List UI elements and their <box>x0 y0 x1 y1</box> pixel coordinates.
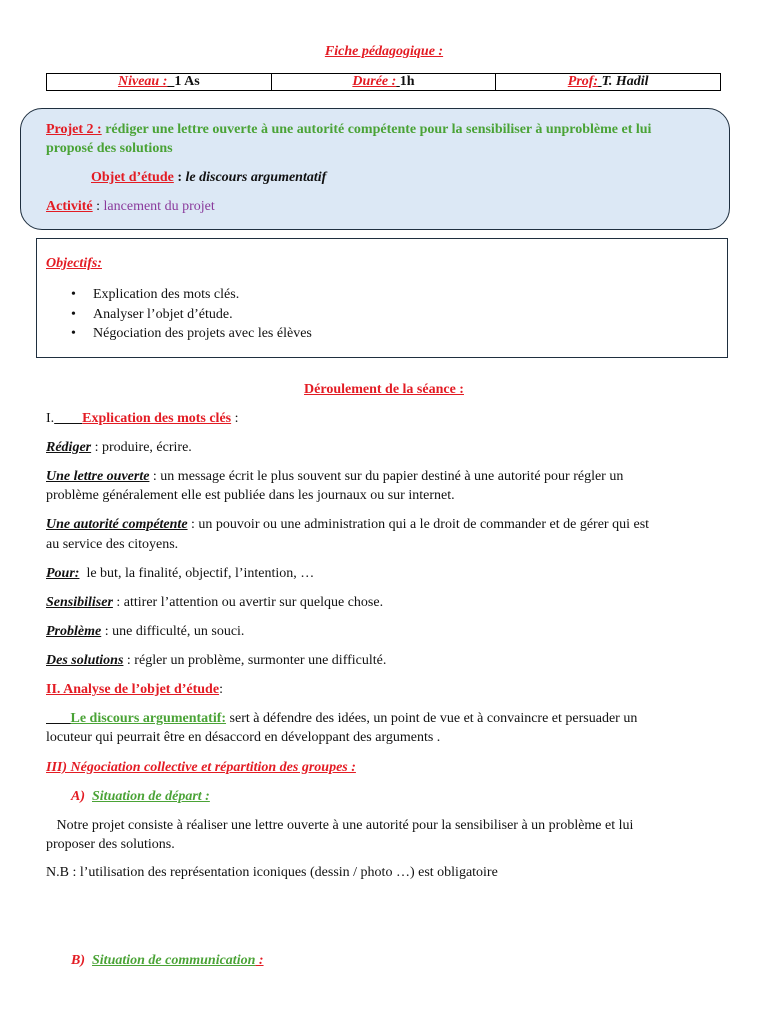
deroulement-title: Déroulement de la séance : <box>304 382 464 397</box>
section-2-colon: : <box>219 682 223 697</box>
projet-label: Projet 2 : <box>46 122 102 137</box>
activite-value: lancement du projet <box>103 199 215 214</box>
prof-label: Prof: <box>567 74 599 89</box>
header-table <box>46 73 721 91</box>
bullet-icon: • <box>71 326 76 341</box>
sub-b-colon: : <box>255 953 264 968</box>
projet-box <box>20 108 730 230</box>
sub-a-heading <box>71 787 210 806</box>
duree-value: 1h <box>399 74 415 89</box>
sub-a-title: Situation de départ : <box>92 789 210 804</box>
list-item <box>71 305 312 325</box>
objectifs-list <box>71 285 312 344</box>
definition-term: Problème <box>46 624 102 639</box>
section-2-cont: locuteur qui peurrait être en désaccord en développant des arguments . <box>46 730 441 745</box>
definition-item <box>46 467 623 486</box>
definition-cont: au service des citoyens. <box>46 537 179 552</box>
definition-text: : produire, écrire. <box>91 440 192 455</box>
prof-value: T. Hadil <box>601 74 649 89</box>
definition-item <box>46 651 386 670</box>
objectifs-box <box>36 238 728 358</box>
niveau-value: 1 As <box>174 74 200 89</box>
activite-line <box>46 197 215 216</box>
activite-label: Activité <box>46 199 93 214</box>
objectifs-label: Objectifs: <box>46 256 102 271</box>
definition-item <box>46 593 383 612</box>
definition-item <box>46 622 244 641</box>
definition-term: Des solutions <box>46 653 124 668</box>
objectif-text: Négociation des projets avec les élèves <box>93 326 312 341</box>
bullet-icon: • <box>71 287 76 302</box>
section-2-text: sert à défendre des idées, un point de vue et à convaincre et persuader un <box>226 711 638 726</box>
section-1-title: Explication des mots clés <box>82 411 232 426</box>
projet-text-cont: proposé des solutions <box>46 141 173 156</box>
section-3-heading: III) Négociation collective et répartition des groupes : <box>46 760 356 775</box>
objet-value: le discours argumentatif <box>185 170 327 185</box>
bullet-icon: • <box>71 306 76 322</box>
projet-line <box>46 120 651 139</box>
definition-term: Une lettre ouverte <box>46 469 150 484</box>
definition-term: Une autorité compétente <box>46 517 188 532</box>
definition-item <box>46 564 314 583</box>
objet-line <box>91 168 326 187</box>
list-item <box>71 324 312 344</box>
definition-cont: problème généralement elle est publiée dans les journaux ou sur internet. <box>46 488 455 503</box>
definition-text: : une difficulté, un souci. <box>101 624 245 639</box>
definition-text: : un pouvoir ou une administration qui a le droit de commander et de gérer qui est <box>187 517 650 532</box>
definition-text: : attirer l’attention ou avertir sur quelque chose. <box>112 595 384 610</box>
prof-cell <box>496 74 721 91</box>
projet-text: rédiger une lettre ouverte à une autorité compétente pour la sensibiliser à unproblème et lui <box>105 122 652 137</box>
section-1-heading <box>46 409 239 428</box>
page-title: Fiche pédagogique : <box>324 44 444 59</box>
sub-a-letter: A) <box>71 789 85 804</box>
activite-sep: : <box>96 199 101 214</box>
objet-sep: : <box>177 170 182 185</box>
section-2-title: II. Analyse de l’objet d’étude <box>46 682 220 697</box>
objet-label: Objet d’étude <box>91 170 174 185</box>
objectif-text: Explication des mots clés. <box>93 287 240 302</box>
definition-text: : un message écrit le plus souvent sur du papier destiné à une autorité pour régler un <box>149 469 624 484</box>
definition-term: Sensibiliser <box>46 595 113 610</box>
list-item <box>71 285 312 305</box>
sub-b-title: Situation de communication <box>92 953 256 968</box>
sub-b-letter: B) <box>71 953 85 968</box>
definition-text: le but, la finalité, objectif, l’intention, … <box>79 566 315 581</box>
duree-cell <box>271 74 496 91</box>
section-1-num: I. <box>46 411 55 426</box>
definition-item <box>46 438 192 457</box>
sub-b-heading <box>71 951 264 970</box>
section-2-term: Le discours argumentatif: <box>70 711 227 726</box>
section-2-def <box>46 709 637 728</box>
objectif-text: Analyser l’objet d’étude. <box>93 306 233 322</box>
definition-term: Rédiger <box>46 440 92 455</box>
definition-item <box>46 515 649 534</box>
niveau-cell <box>47 74 272 91</box>
sub-a-para: Notre projet consiste à réaliser une lettre ouverte à une autorité pour la sensibiliser à un problème et lui <box>46 818 634 833</box>
sub-a-para-cont: proposer des solutions. <box>46 837 175 852</box>
section-2-heading <box>46 680 223 699</box>
duree-label: Durée : <box>352 74 397 89</box>
niveau-label: Niveau : <box>117 74 168 89</box>
section-1-colon: : <box>231 411 239 426</box>
nb-note: N.B : l’utilisation des représentation iconiques (dessin / photo …) est obligatoire <box>46 865 498 880</box>
definition-term: Pour: <box>46 566 80 581</box>
definition-text: : régler un problème, surmonter une difficulté. <box>123 653 387 668</box>
